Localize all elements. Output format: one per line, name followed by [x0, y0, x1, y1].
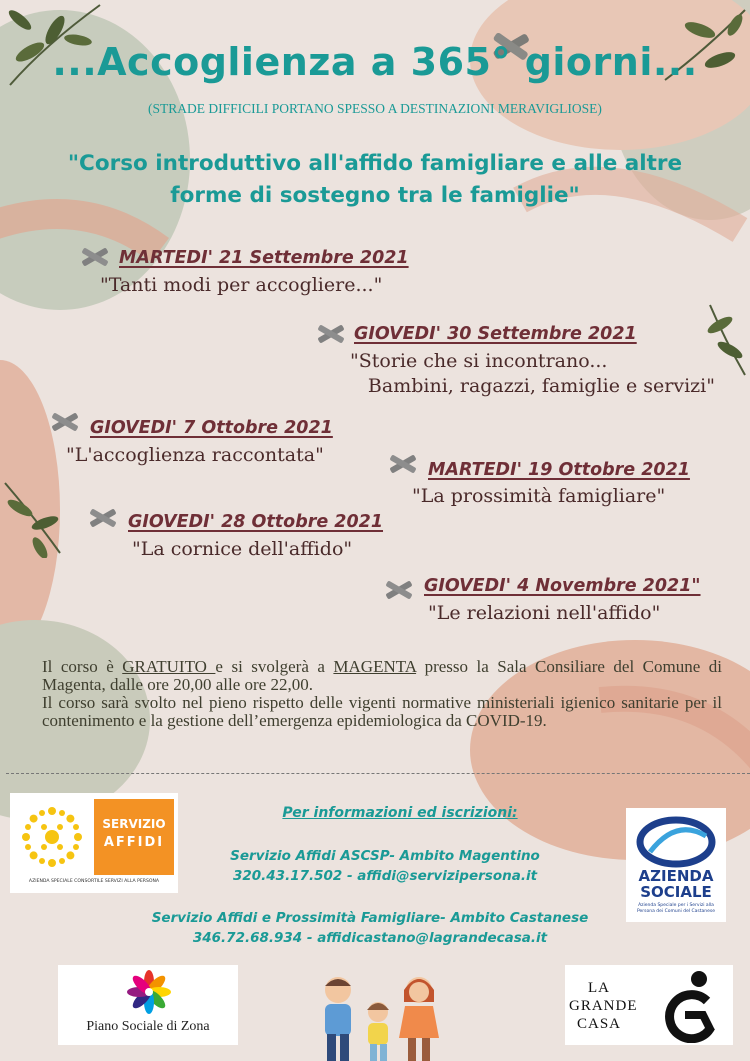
- course-title: [20, 148, 730, 212]
- session-topic: "L'accoglienza raccontata": [66, 444, 324, 466]
- session-topic: "Tanti modi per accogliere...": [100, 274, 383, 296]
- course-title-line: "Corso introduttivo all'affido famigliare e alle altre: [67, 151, 683, 176]
- session-topic: Bambini, ragazzi, famiglie e servizi": [367, 375, 715, 397]
- session-topic: "Storie che si incontrano...: [350, 350, 608, 372]
- sun-icon: [16, 801, 88, 873]
- info-heading: Per informazioni ed iscrizioni:: [282, 805, 518, 821]
- contact-details: 346.72.68.934 - affidicastano@lagrandecasa.it: [192, 930, 548, 946]
- cross-mark-icon: [86, 504, 120, 532]
- azienda-caption: Azienda Speciale per i Servizi alla Persona dei Comuni del Castanese: [636, 903, 716, 914]
- contact-castano: [130, 908, 610, 948]
- cross-mark-icon: [48, 408, 82, 436]
- lgc-name-line: CASA: [576, 1016, 621, 1032]
- flower-icon: [122, 967, 176, 1017]
- piano-sociale-logo: [58, 965, 238, 1045]
- affidi-label: AFFIDI: [103, 835, 165, 850]
- cross-mark-icon: [314, 320, 348, 348]
- azienda-name-line: AZIENDA: [638, 867, 714, 885]
- course-title-line: forme di sostegno tra le famiglie": [170, 183, 580, 208]
- free-label: GRATUITO: [122, 657, 216, 676]
- azienda-name-line: SOCIALE: [640, 883, 712, 901]
- lgc-mark-icon: [655, 969, 731, 1043]
- session-date: MARTEDI' 19 Ottobre 2021: [428, 460, 690, 480]
- session-date: GIOVEDI' 30 Settembre 2021: [354, 324, 637, 344]
- family-illustration: [305, 968, 455, 1061]
- azienda-swirl-icon: [636, 812, 716, 870]
- servizio-affidi-logo: [10, 793, 178, 893]
- session-topic: "La prossimità famigliare": [412, 485, 666, 507]
- cross-mark-icon: [78, 243, 112, 271]
- contact-details: 320.43.17.502 - affidi@servizipersona.it: [232, 868, 538, 884]
- session-date: MARTEDI' 21 Settembre 2021: [119, 248, 409, 268]
- course-info-paragraph: [42, 658, 722, 694]
- contact-magenta: [180, 846, 590, 886]
- azienda-name: [626, 868, 726, 900]
- covid-paragraph: Il corso sarà svolto nel pieno rispetto delle vigenti normative ministeriali igienico sanitarie per il contenimento e la gestione dell’emergenza epidemiologica da COVID-19.: [42, 693, 722, 730]
- session-date: GIOVEDI' 4 Novembre 2021": [424, 576, 701, 596]
- cross-mark-icon: [382, 576, 416, 604]
- session-topic: "La cornice dell'affido": [132, 538, 353, 560]
- affidi-label: SERVIZIO: [102, 817, 166, 831]
- lgc-name-line: LA: [588, 980, 610, 996]
- lgc-name-line: GRANDE: [569, 998, 638, 1014]
- place-label: MAGENTA: [333, 657, 417, 676]
- session-topic: "Le relazioni nell'affido": [428, 602, 661, 624]
- text-span: e si svolgerà a: [215, 657, 334, 676]
- lgc-name: [569, 979, 638, 1033]
- affidi-caption: AZIENDA SPECIALE CONSORTILE SERVIZI ALLA PERSONA: [28, 879, 160, 884]
- leaf-branch-icon: [690, 300, 750, 380]
- course-info: [42, 658, 722, 730]
- la-grande-casa-logo: [565, 965, 733, 1045]
- dashed-divider: [6, 773, 750, 774]
- affidi-orange-block: [94, 799, 174, 875]
- contact-name: Servizio Affidi e Prossimità Famigliare- Ambito Castanese: [151, 910, 589, 926]
- text-span: Il corso è: [42, 657, 123, 676]
- piano-label: Piano Sociale di Zona: [86, 1019, 210, 1034]
- cross-mark-icon: [386, 450, 420, 478]
- session-date: GIOVEDI' 7 Ottobre 2021: [90, 418, 333, 438]
- session-date: GIOVEDI' 28 Ottobre 2021: [128, 512, 384, 532]
- text-span: presso la Sala Consiliare del Comune di Magenta, dalle ore 20,00 alle ore 22,00.: [42, 657, 722, 694]
- azienda-sociale-logo: [626, 808, 726, 922]
- page-subtitle: (STRADE DIFFICILI PORTANO SPESSO A DESTINAZIONI MERAVIGLIOSE): [148, 101, 602, 116]
- page-title: ...Accoglienza a 365° giorni...: [52, 40, 698, 84]
- contact-name: Servizio Affidi ASCSP- Ambito Magentino: [230, 848, 540, 864]
- leaf-branch-icon: [0, 478, 70, 558]
